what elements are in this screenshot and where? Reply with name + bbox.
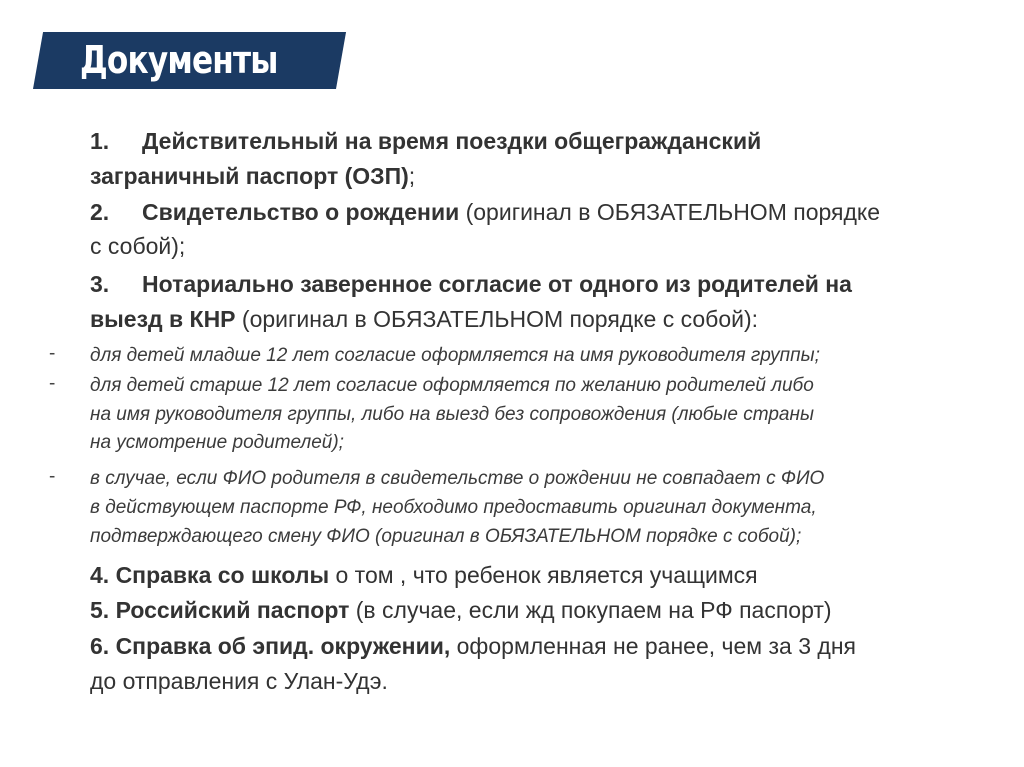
item-6-line-1 — [90, 631, 856, 661]
item-bold-text: Действительный на время поездки общегражданский — [142, 128, 762, 154]
item-3-line-1 — [90, 269, 852, 299]
item-number: 1. — [90, 128, 110, 154]
bullet-3-line-1: в случае, если ФИО родителя в свидетельстве о рождении не совпадает с ФИО — [90, 468, 825, 489]
bullet-3-line-3: подтверждающего смену ФИО (оригинал в ОБЯЗАТЕЛЬНОМ порядке с собой); — [90, 526, 802, 547]
item-text: оформленная не ранее, чем за 3 дня — [450, 633, 856, 659]
item-text: с собой); — [90, 233, 186, 259]
item-1-line-2 — [90, 161, 415, 191]
item-number: 3. — [90, 271, 110, 297]
item-text: (в случае, если жд покупаем на РФ паспорт) — [349, 597, 832, 623]
item-number: 2. — [90, 199, 110, 225]
item-bold-text: заграничный паспорт (ОЗП) — [90, 163, 409, 189]
item-2-line-2 — [90, 231, 185, 261]
item-bold-text: выезд в КНР — [90, 306, 236, 332]
item-bold-text: 5. Российский паспорт — [90, 597, 350, 623]
item-bold-text: Свидетельство о рождении — [142, 199, 460, 225]
item-text: до отправления с Улан-Удэ. — [90, 668, 388, 694]
bullet-3-line-2: в действующем паспорте РФ, необходимо предоставить оригинал документа, — [90, 497, 817, 518]
item-text: о том , что ребенок является учащимся — [329, 562, 758, 588]
page-title: Документы — [80, 38, 278, 82]
item-bold-text: Нотариально заверенное согласие от одного из родителей на — [142, 271, 852, 297]
bullet-dash: - — [49, 466, 56, 487]
item-text: ; — [408, 163, 416, 189]
bullet-1-line-1: для детей младше 12 лет согласие оформляется на имя руководителя группы; — [90, 345, 820, 366]
item-4 — [90, 560, 758, 590]
item-6-line-2 — [90, 666, 388, 696]
item-bold-text: 6. Справка об эпид. окружении, — [90, 633, 451, 659]
item-1-line-1 — [90, 126, 761, 156]
item-5 — [90, 595, 832, 625]
item-text: (оригинал в ОБЯЗАТЕЛЬНОМ порядке с собой): — [235, 306, 759, 332]
item-3-line-2 — [90, 304, 758, 334]
bullet-2-line-3: на усмотрение родителей); — [90, 432, 344, 453]
bullet-2-line-2: на имя руководителя группы, либо на выезд без сопровождения (любые страны — [90, 404, 814, 425]
bullet-dash: - — [49, 373, 56, 394]
item-2-line-1 — [90, 197, 880, 227]
item-text: (оригинал в ОБЯЗАТЕЛЬНОМ порядке — [459, 199, 881, 225]
item-bold-text: 4. Справка со школы — [90, 562, 330, 588]
bullet-dash: - — [49, 343, 56, 364]
bullet-2-line-1: для детей старше 12 лет согласие оформляется по желанию родителей либо — [90, 375, 814, 396]
